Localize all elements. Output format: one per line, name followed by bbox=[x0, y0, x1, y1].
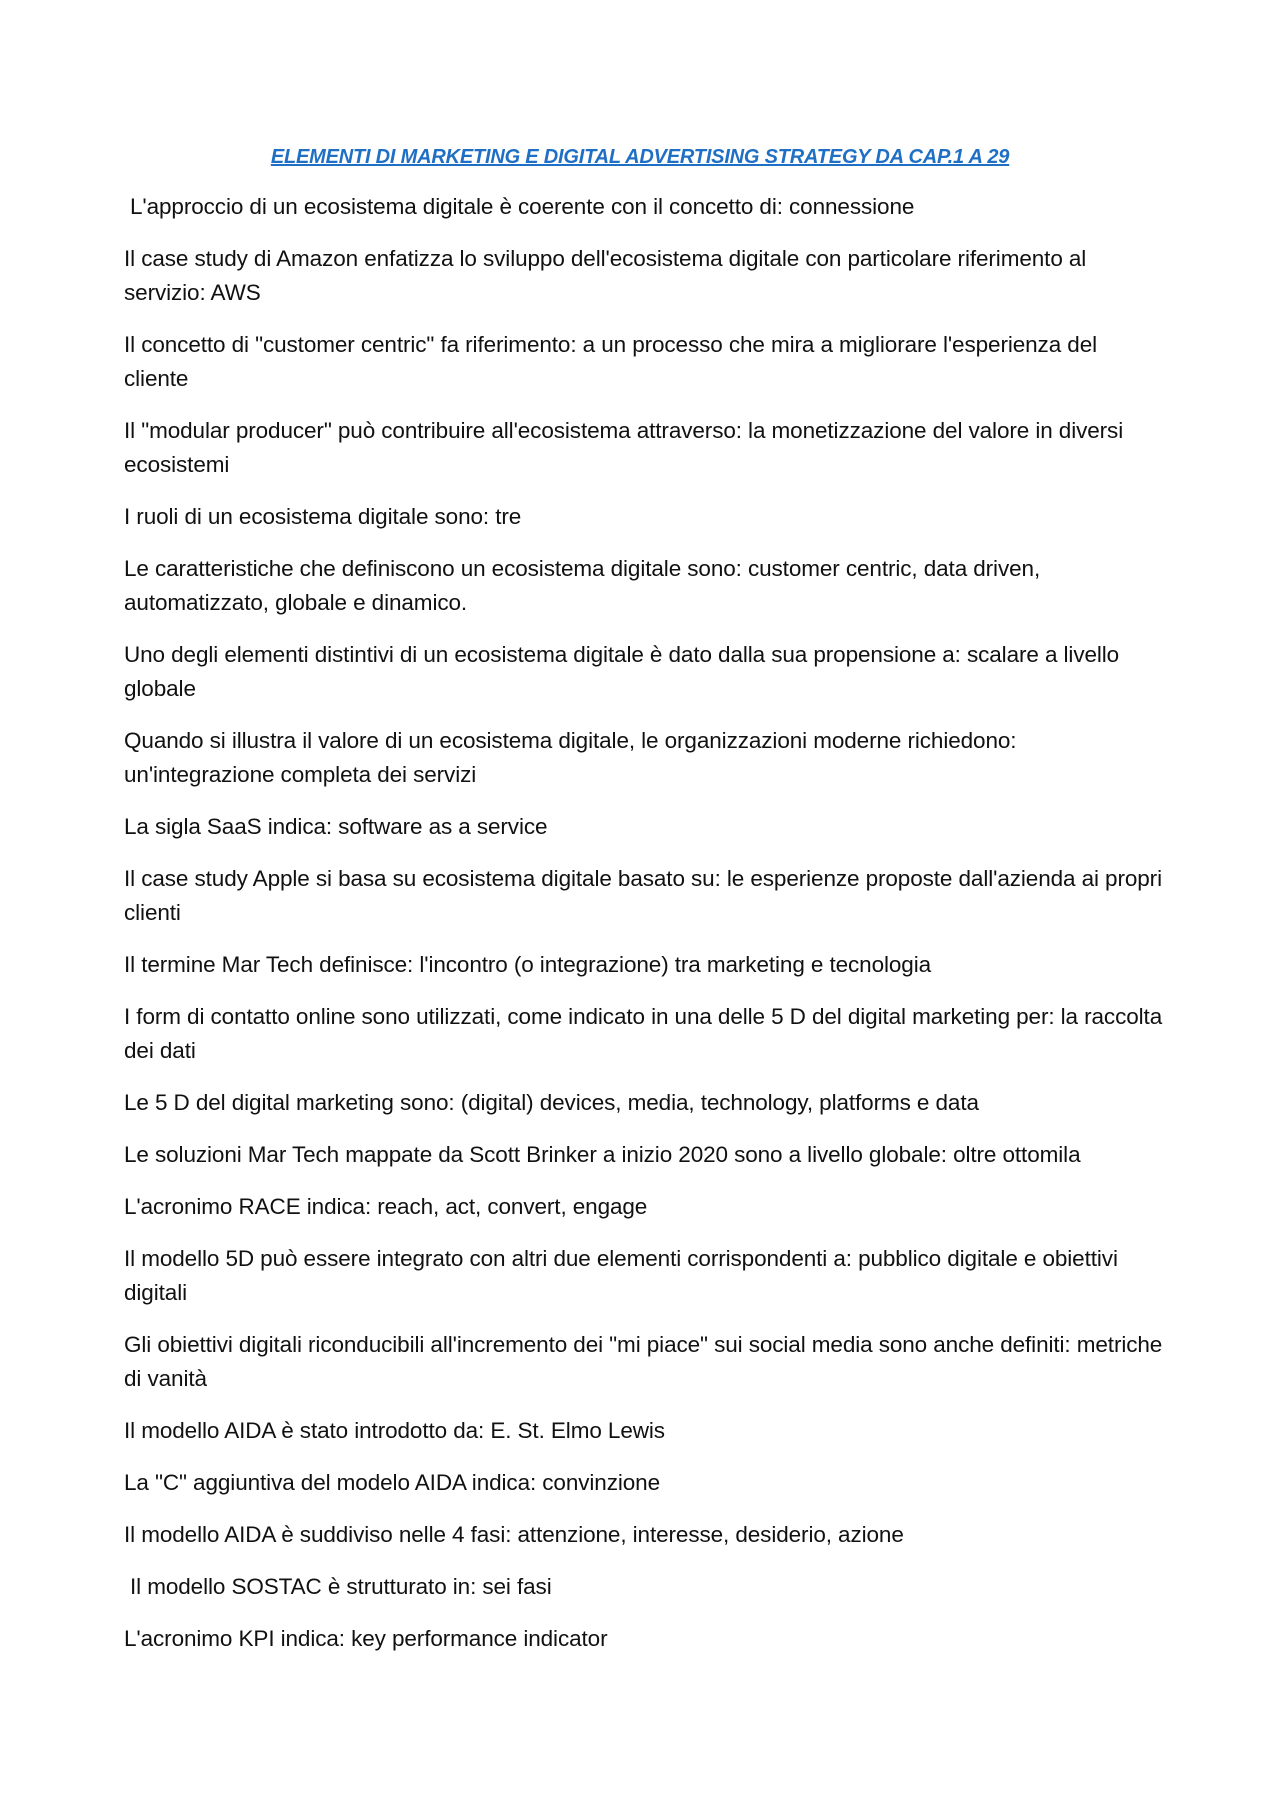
paragraph: L'acronimo RACE indica: reach, act, convert, engage bbox=[124, 1194, 648, 1219]
paragraph: Uno degli elementi distintivi di un ecosistema digitale è dato dalla sua propensione a: scalare a livello globale bbox=[124, 642, 1120, 701]
paragraph: Il modello SOSTAC è strutturato in: sei fasi bbox=[130, 1574, 552, 1599]
paragraph: I ruoli di un ecosistema digitale sono: tre bbox=[124, 504, 522, 529]
paragraph: Le soluzioni Mar Tech mappate da Scott Brinker a inizio 2020 sono a livello globale: oltre ottomila bbox=[124, 1142, 1081, 1167]
paragraph: Il modello AIDA è stato introdotto da: E. St. Elmo Lewis bbox=[124, 1418, 665, 1443]
paragraph: Il case study di Amazon enfatizza lo sviluppo dell'ecosistema digitale con particolare riferimento al servizio: AWS bbox=[124, 246, 1087, 305]
paragraph: Gli obiettivi digitali riconducibili all'incremento dei "mi piace" sui social media sono anche definiti: metriche di vanità bbox=[124, 1332, 1163, 1391]
paragraph: Il termine Mar Tech definisce: l'incontro (o integrazione) tra marketing e tecnologia bbox=[124, 952, 932, 977]
paragraph: La "C" aggiuntiva del modelo AIDA indica: convinzione bbox=[124, 1470, 661, 1495]
paragraph: Il concetto di "customer centric" fa riferimento: a un processo che mira a migliorare l'esperienza del cliente bbox=[124, 332, 1098, 391]
paragraph: I form di contatto online sono utilizzati, come indicato in una delle 5 D del digital marketing per: la raccolta dei dati bbox=[124, 1004, 1163, 1063]
paragraph: Il modello AIDA è suddiviso nelle 4 fasi: attenzione, interesse, desiderio, azione bbox=[124, 1522, 904, 1547]
document-title[interactable]: ELEMENTI DI MARKETING E DIGITAL ADVERTISING STRATEGY DA CAP.1 A 29 bbox=[270, 146, 1010, 168]
paragraph: Quando si illustra il valore di un ecosistema digitale, le organizzazioni moderne richiedono: un'integrazione completa dei servizi bbox=[124, 728, 1017, 787]
paragraph: L'approccio di un ecosistema digitale è coerente con il concetto di: connessione bbox=[130, 194, 915, 219]
paragraph: Il case study Apple si basa su ecosistema digitale basato su: le esperienze proposte dall'azienda ai propri clienti bbox=[124, 866, 1162, 925]
paragraph: Le 5 D del digital marketing sono: (digital) devices, media, technology, platforms e data bbox=[124, 1090, 979, 1115]
paragraph: La sigla SaaS indica: software as a service bbox=[124, 814, 548, 839]
paragraph: L'acronimo KPI indica: key performance indicator bbox=[124, 1626, 608, 1651]
document-body bbox=[124, 190, 1164, 1674]
paragraph: Il "modular producer" può contribuire all'ecosistema attraverso: la monetizzazione del valore in diversi ecosistemi bbox=[124, 418, 1124, 477]
paragraph: Il modello 5D può essere integrato con altri due elementi corrispondenti a: pubblico digitale e obiettivi digitali bbox=[124, 1246, 1118, 1305]
paragraph: Le caratteristiche che definiscono un ecosistema digitale sono: customer centric, data driven, automatizzato, globale e dinamico. bbox=[124, 556, 1041, 615]
